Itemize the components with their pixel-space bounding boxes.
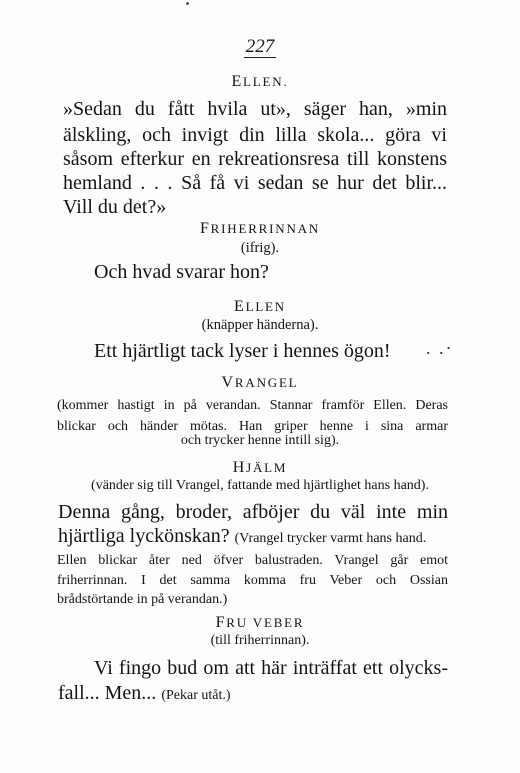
stage-direction: Ellen blickar åter ned öfver balustraden. Vrangel går emot (57, 553, 448, 568)
stage-direction: (Vrangel trycker varmt hans hand. (234, 531, 427, 546)
stage-direction: friherrinnan. I det samma komma fru Veber och Ossian (57, 573, 448, 588)
stage-direction: blickar och händer mötas. Han griper henne i sina armar (57, 419, 448, 434)
dialogue-line: Ett hjärtligt tack lyser i hennes ögon! (94, 340, 391, 362)
dialogue-line (58, 680, 231, 709)
dialogue-line: Denna gång, broder, afböjer du väl inte min (58, 501, 448, 523)
dialogue-line: Vi fingo bud om att här inträffat ett olycks- (94, 657, 448, 679)
page-speck (186, 2, 189, 5)
speaker-fru-veber: FRU VEBER (215, 614, 305, 631)
stage-direction: (ifrig). (240, 240, 280, 256)
dialogue-line: Vill du det?» (63, 196, 167, 218)
stage-direction: (till friherrinnan). (210, 633, 310, 648)
stage-direction: (vänder sig till Vrangel, fattande med hjärtlighet hans hand). (91, 478, 429, 493)
stage-direction: brådstörtande in på verandan.) (57, 592, 228, 607)
speaker-friherrinnan: FRIHERRINNAN (199, 220, 321, 237)
dialogue-line: Och hvad svarar hon? (94, 261, 269, 283)
speaker-vrangel: VRANGEL (221, 374, 299, 391)
dialogue-text: hjärtliga lyckönskan? (58, 525, 230, 547)
stage-direction: (kommer hastigt in på verandan. Stannar framför Ellen. Deras (57, 398, 448, 413)
dialogue-line: hemland . . . Så få vi sedan se hur det blir... (63, 172, 447, 194)
page-speck: . .· (426, 338, 454, 358)
dialogue-line (58, 523, 426, 552)
dialogue-text: fall... Men... (58, 682, 157, 704)
page-number: 227 (245, 36, 275, 57)
dialogue-line: »Sedan du fått hvila ut», säger han, »min (63, 98, 447, 120)
stage-direction: (Pekar utåt.) (161, 688, 231, 703)
speaker-ellen: ELLEN (234, 298, 286, 315)
dialogue-line: älskling, och invigt din lilla skola... göra vi (63, 124, 447, 146)
speaker-ellen: ELLEN. (231, 73, 289, 90)
speaker-hjalm: HJÄLM (232, 459, 288, 476)
stage-direction: och trycker henne intill sig). (180, 433, 340, 448)
stage-direction: (knäpper händerna). (201, 317, 319, 333)
dialogue-line: såsom efterkur en rekreationsresa till konstens (63, 148, 447, 170)
